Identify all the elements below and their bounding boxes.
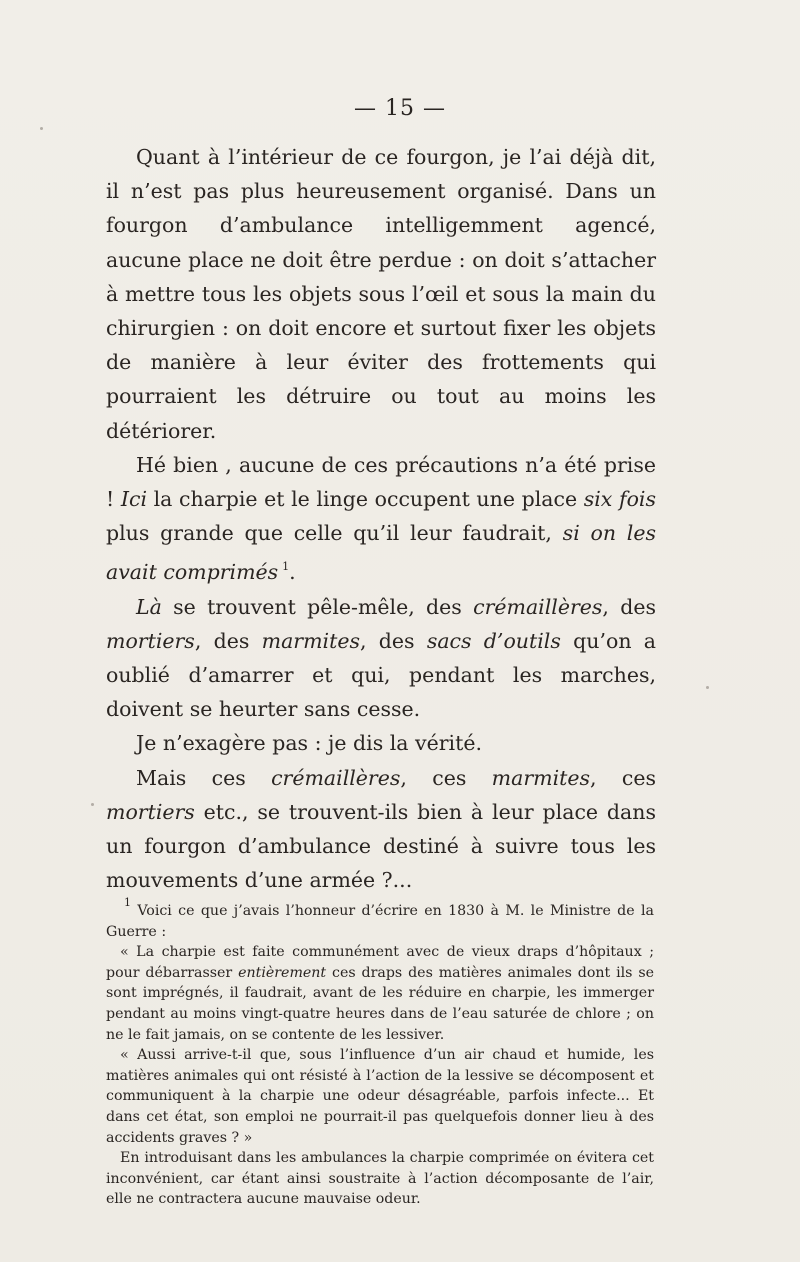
text-run: , ces	[590, 765, 656, 790]
body-text	[106, 140, 656, 897]
footnote-marker: 1	[124, 896, 131, 909]
italic-text: Ici	[120, 487, 147, 512]
italic-text: entièrement	[238, 964, 327, 981]
footnote-marker: 1	[282, 560, 290, 574]
paper-speck	[40, 127, 43, 130]
italic-text: six fois	[583, 487, 656, 512]
footnote-paragraph	[106, 1148, 654, 1210]
text-run: « La charpie est faite communément avec de vieux draps d’hôpitaux ; pour débarrasser	[106, 944, 654, 981]
text-run: se trouvent pêle-mêle, des	[161, 594, 474, 619]
text-run: la charpie et le linge occupent une place	[147, 487, 584, 512]
italic-text: crémaillères	[473, 594, 603, 619]
text-run: Hé bien , aucune de ces précautions n’a été prise !	[106, 452, 656, 512]
text-run: , ces	[400, 765, 492, 790]
paragraph	[106, 140, 656, 448]
paragraph	[106, 590, 656, 727]
italic-text: mortiers	[106, 628, 195, 653]
footnote-paragraph	[106, 893, 654, 942]
paragraph	[106, 726, 656, 760]
text-run: Je n’exagère pas : je dis la vérité.	[136, 731, 482, 756]
page-number: — 15 —	[354, 96, 446, 121]
text-run: Quant à l’intérieur de ce fourgon, je l’ai déjà dit, il n’est pas plus heureusement organisé. Dans un fourgon d’ambulance intelligemment agencé, aucune place ne doit être perdue : on doit s’attacher à mettre tous les objets sous l’œil et sous la main du chirurgien : on doit encore et surtout fixer les objets de manière à leur éviter des frottements qui pourraient les détruire ou tout au moins les détériorer.	[106, 145, 656, 443]
text-run: , des	[194, 628, 262, 653]
text-run: plus grande que celle qu’il leur faudrait,	[106, 521, 563, 546]
text-run: , des	[602, 594, 657, 619]
text-run: En introduisant dans les ambulances la charpie comprimée on évitera cet inconvénient, car étant ainsi soustraite à l’action décomposante de l’air, elle ne contractera aucune mauvaise odeur.	[106, 1150, 654, 1208]
text-run: .	[289, 560, 296, 585]
text-run: Mais ces	[136, 765, 272, 790]
text-run: ces draps des matières animales dont ils se sont imprégnés, il faudrait, avant de les réduire en charpie, les immerger pendant au moins vingt-quatre heures dans de l’eau saturée de chlore ; on ne le fait jamais, on se contente de les lessiver.	[106, 964, 655, 1043]
italic-text: si on les avait comprimés	[106, 521, 656, 585]
paragraph	[106, 761, 656, 898]
footnote-paragraph	[106, 1045, 654, 1148]
italic-text: Là	[136, 594, 162, 619]
text-run: « Aussi arrive-t-il que, sous l’influence d’un air chaud et humide, les matières animales qui ont résisté à l’action de la lessive se décomposent et communiquent à la charpie une odeur désagréable, parfois infecte... Et dans cet état, son emploi ne pourrait-il pas quelquefois donner lieu à des accidents graves ? »	[106, 1047, 654, 1146]
paper-speck	[91, 803, 94, 806]
italic-text: marmites	[491, 765, 591, 790]
italic-text: mortiers	[106, 799, 195, 824]
italic-text: crémaillères	[271, 765, 401, 790]
footnotes	[106, 893, 654, 1210]
paper-speck	[706, 686, 709, 689]
text-run: Voici ce que j’avais l’honneur d’écrire en 1830 à M. le Ministre de la Guerre :	[106, 903, 654, 940]
footnote-paragraph	[106, 942, 654, 1045]
italic-text: marmites	[261, 628, 360, 653]
paragraph	[106, 448, 656, 590]
text-run: , des	[360, 628, 427, 653]
italic-text: sacs d’outils	[426, 628, 561, 653]
text-run: etc., se trouvent-ils bien à leur place dans un fourgon d’ambulance destiné à suivre tous les mouvements d’une armée ?...	[106, 799, 656, 893]
text-run: qu’on a oublié d’amarrer et qui, pendant les marches, doivent se heurter sans cesse.	[106, 628, 656, 722]
